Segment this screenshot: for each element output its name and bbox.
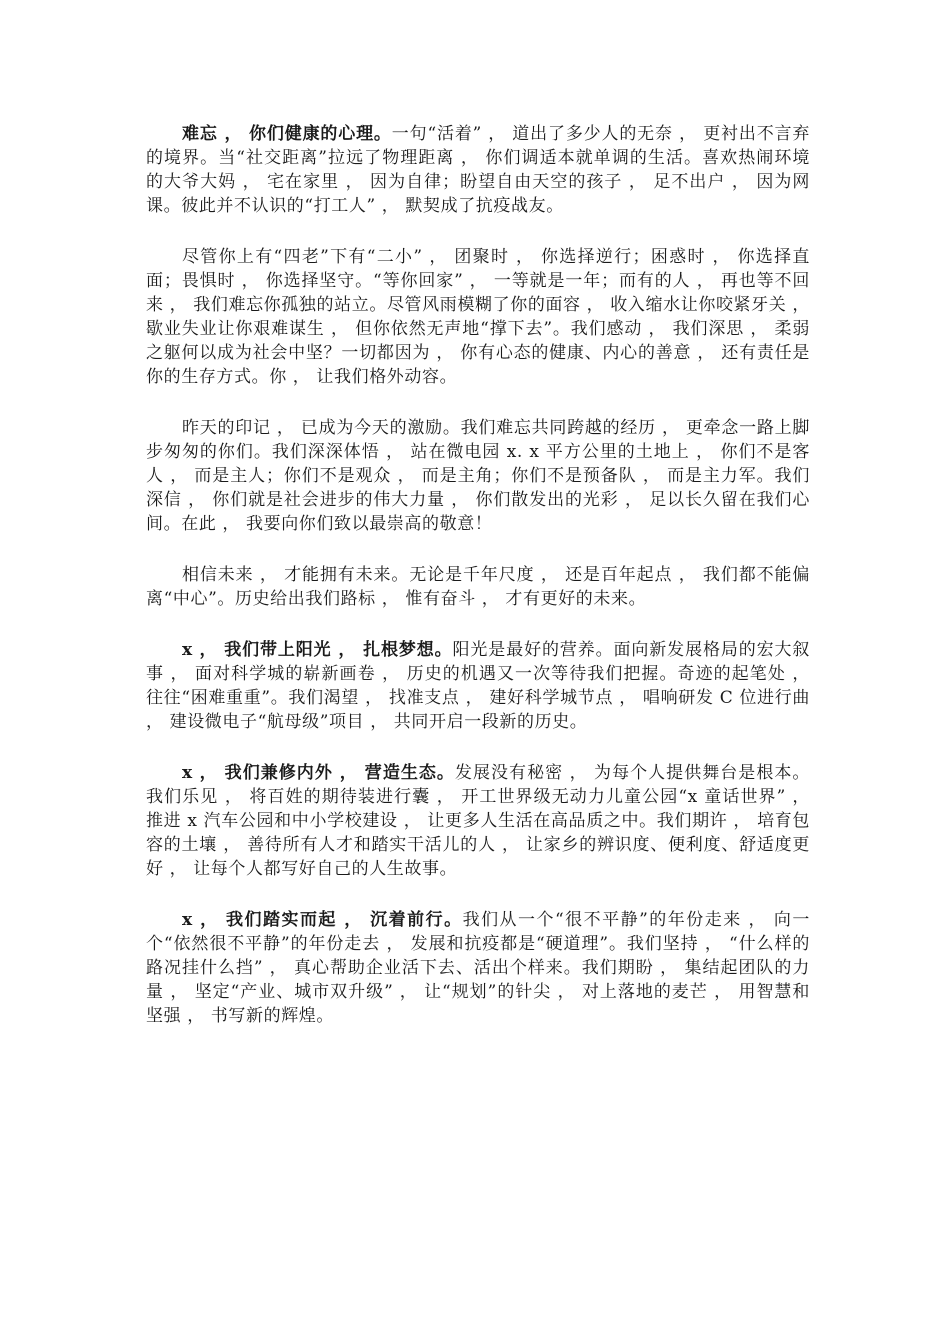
paragraph-1-body: 一句“活着” ， 道出了多少人的无奈 ， 更衬出不言弃的境界。当“社交距离”拉远了物理距离 ， 你们调适本就单调的生活。喜欢热闹环境的大爷大妈 ， 宅在家里 ， 因为自律；盼望自由天空的孩子 ， 足不出户 ， 因为网课。彼此并不认识的“打工人” ， 默契成了抗疫战友。 [146,124,811,216]
paragraph-5 [146,638,810,734]
paragraph-2-body: 尽管你上有“四老”下有“二小” ， 团聚时 ， 你选择逆行；困惑时 ， 你选择直面；畏惧时 ， 你选择坚守。“等你回家” ， 一等就是一年；而有的人 ， 再也等不回来 ， 我们难忘你孤独的站立。尽管风雨模糊了你的面容 ， 收入缩水让你咬紧牙关 ， 歇业失业让你艰难谋生 ， 但你依然无声地“撑下去”。我们感动 ， 我们深思 ， 柔弱之躯何以成为社会中坚？一切都因为 ， 你有心态的健康、内心的善意 ， 还有责任是你的生存方式。你 ， 让我们格外动容。 [146,247,810,387]
paragraph-3-body: 昨天的印记 ， 已成为今天的激励。我们难忘共同跨越的经历 ， 更牵念一路上脚步匆匆的你们。我们深深体悟 ， 站在微电园 x. x 平方公里的土地上 ， 你们不是客人 ， 而是主人；你们不是观众 ， 而是主角；你们不是预备队 ， 而是主力军。我们深信 ， 你们就是社会进步的伟大力量 ， 你们散发出的光彩 ， 足以长久留在我们心间。在此 ， 我要向你们致以最崇高的敬意！ [146,418,810,534]
paragraph-5-body: 阳光是最好的营养。面向新发展格局的宏大叙事 ， 面对科学城的崭新画卷 ， 历史的机遇又一次等待我们把握。奇迹的起笔处 ， 往往“困难重重”。我们渴望 ， 找准支点 ， 建好科学城节点 ， 唱响研发 C 位进行曲 ， 建设微电子“航母级”项目 ， 共同开启一段新的历史。 [146,640,810,732]
paragraph-7-body: 我们从一个“很不平静”的年份走来 ， 向一个“依然很不平静”的年份走去 ， 发展和抗疫都是“硬道理”。我们坚持 ， “什么样的路况挂什么挡” ， 真心帮助企业活下去、活出个样来。我们期盼 ， 集结起团队的力量 ， 坚定“产业、城市双升级” ， 让“规划”的针尖 ， 对上落地的麦芒 ， 用智慧和坚强 ， 书写新的辉煌。 [146,910,811,1026]
paragraph-6-body: 发展没有秘密 ， 为每个人提供舞台是根本。我们乐见 ， 将百姓的期待装进行囊 ， 开工世界级无动力儿童公园“x 童话世界” ， 推进 x 汽车公园和中小学校建设 ， 让更多人生活在高品质之中。我们期许 ， 培育包容的土壤 ， 善待所有人才和踏实干活儿的人 ， 让家乡的辨识度、便利度、舒适度更好 ， 让每个人都写好自己的人生故事。 [146,763,810,879]
paragraph-7-lead: x ， 我们踏实而起 ， 沉着前行。 [182,910,463,930]
paragraph-6-lead: x ， 我们兼修内外 ， 营造生态。 [182,763,455,783]
paragraph-4-body: 相信未来 ， 才能拥有未来。无论是千年尺度 ， 还是百年起点 ， 我们都不能偏离“中心”。历史给出我们路标 ， 惟有奋斗 ， 才有更好的未来。 [146,565,810,609]
paragraph-7 [146,908,810,1028]
document-page [146,122,810,1055]
paragraph-1-lead: 难忘 ， 你们健康的心理。 [182,124,392,144]
paragraph-3 [146,416,810,536]
paragraph-5-lead: x ， 我们带上阳光 ， 扎根梦想。 [182,640,453,660]
paragraph-2 [146,245,810,389]
paragraph-4 [146,563,810,611]
paragraph-6 [146,761,810,881]
paragraph-1 [146,122,810,218]
